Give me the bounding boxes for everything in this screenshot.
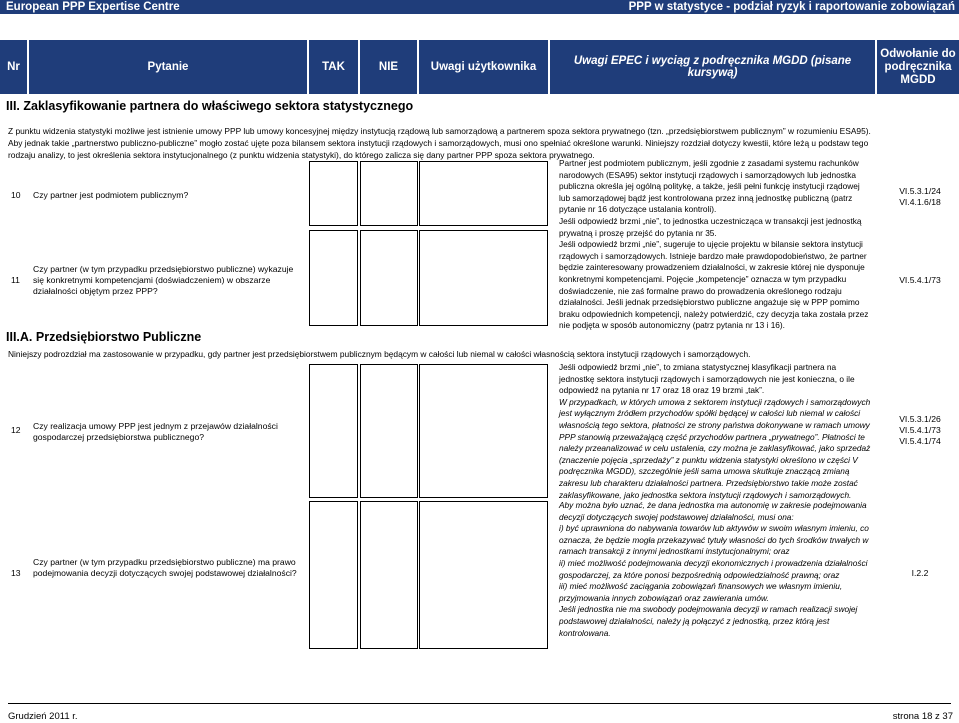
note-paragraph: iii) mieć możliwość zaciągania zobowiązań finansowych we własnym imieniu, przyjmowania innych zobowiązań oraz zawierania umów. xyxy=(559,581,843,603)
footer-page-number: strona 18 z 37 xyxy=(892,711,953,722)
intro-line: Aby jednak takie „partnerstwo publiczno-publiczne” mogło zostać ujęte poza bilansem sektora instytucji rządowych i samorządowych, musi ono spełniać określone warunki. Niniejszy rozdział dotyczy kwestii, które leżą u podstaw tego xyxy=(8,138,869,148)
row-number: 13 xyxy=(11,568,21,578)
header-uwagi-uzytkownika: Uwagi użytkownika xyxy=(419,40,548,94)
note-paragraph: Aby można było uznać, że dana jednostka ma autonomię w zakresie podejmowania decyzji dotyczących swojej podstawowej działalności, musi ona: xyxy=(559,500,867,522)
header-odwolanie: Odwołanie do podręcznika MGDD xyxy=(877,40,959,94)
footer-divider xyxy=(8,703,951,704)
top-bar xyxy=(0,0,959,14)
nie-answer-box[interactable] xyxy=(360,364,418,498)
user-comment-box[interactable] xyxy=(419,501,548,649)
header-tak: TAK xyxy=(309,40,358,94)
user-comment-box[interactable] xyxy=(419,161,548,226)
mgdd-reference xyxy=(882,275,958,286)
section-iii-title: III. Zaklasyfikowanie partnera do właściwego sektora statystycznego xyxy=(6,99,414,113)
section-iiia-intro: Niniejszy podrozdział ma zastosowanie w przypadku, gdy partner jest przedsiębiorstwem publicznym będącym w całości lub niemal w całości własnością sektora instytucji rządowych i samorządowych. xyxy=(8,349,751,359)
note-paragraph: Jeśli odpowiedź brzmi „nie”, to jednostka uczestnicząca w transakcji jest jednostką prywatną i proszę przejść do pytania nr 35. xyxy=(559,215,862,238)
document-title: European PPP Expertise Centre xyxy=(6,1,180,13)
row-number: 10 xyxy=(11,190,21,200)
footer-date: Grudzień 2011 r. xyxy=(8,711,78,722)
reference-line: I.2.2 xyxy=(911,568,929,578)
section-iii-intro xyxy=(8,125,953,161)
note-paragraph: i) być uprawniona do nabywania towarów lub aktywów w swoim własnym imieniu, co oznacza, że będzie mogła przekazywać tytuły własności do tych środków trwałych w ramach transakcji z innymi jednostkami instytucjonalnymi; oraz xyxy=(559,523,869,557)
note-paragraph: Partner jest podmiotem publicznym, jeśli zgodnie z zasadami systemu rachunków narodowych (ESA95) sektor instytucji rządowych i samorządowych lub jednostka publiczna określa jej ogólną politykę, a także, jeśli pełni funkcję instytucji rządowej lub samorządowej bądź jest kontrolowana przez inną jednostkę publiczną (patrz pytanie nr 16 dotyczące ustalania kontroli). xyxy=(559,158,860,215)
row-number: 11 xyxy=(11,275,20,285)
document-subtitle: PPP w statystyce - podział ryzyk i raportowanie zobowiązań xyxy=(628,1,955,13)
question-text: Czy partner (w tym przypadku przedsiębiorstwo publiczne) wykazuje się konkretnymi kompetencjami (doświadczeniem) w obszarze działalności objętym przez PPP? xyxy=(33,264,294,296)
tak-answer-box[interactable] xyxy=(309,161,358,226)
epec-notes-12 xyxy=(559,362,871,501)
question-text: Czy partner jest podmiotem publicznym? xyxy=(33,190,189,200)
question-text: Czy realizacja umowy PPP jest jednym z przejawów działalności gospodarczej przedsiębiorstwa publicznego? xyxy=(33,421,278,442)
tak-answer-box[interactable] xyxy=(309,364,358,498)
reference-line: VI.5.3.1/26 xyxy=(899,414,941,424)
reference-line: VI.4.1.6/18 xyxy=(899,197,941,207)
epec-notes-10-11 xyxy=(559,158,869,332)
section-iiia-title: III.A. Przedsiębiorstwo Publiczne xyxy=(6,330,202,344)
mgdd-reference xyxy=(882,414,958,447)
header-nie: NIE xyxy=(360,40,417,94)
note-paragraph: W przypadkach, w których umowa z sektorem instytucji rządowych i samorządowych jest wyłącznym źródłem przychodów spółki będącej w całości lub niemal w całości własnością tego sektora, płatności ze strony państwa dokonywane w ramach umowy PPP stanowią przeważającą część przychodów partnera „prywatnego”. Płatności te należy przeanalizować w celu ustalenia, czy można je zaklasyfikować, jako sprzedaż (znaczenie pojęcia „sprzedaży” z punktu widzenia statystyki określono w części V podręcznika MGDD), szczególnie jeśli sama umowa skutkuje znaczącą zmianą zakresu lub charakteru działalności partnera. Przedsiębiorstwo takie może zostać zaklasyfikowane, jako jednostka sektora instytucji rządowych i samorządowych. xyxy=(559,396,871,500)
reference-line: VI.5.4.1/73 xyxy=(899,275,941,285)
header-nr: Nr xyxy=(0,40,27,94)
header-pytanie: Pytanie xyxy=(29,40,307,94)
nie-answer-box[interactable] xyxy=(360,161,418,226)
tak-answer-box[interactable] xyxy=(309,501,358,649)
note-paragraph: ii) mieć możliwość podejmowania decyzji ekonomicznych i prowadzenia działalności gospodarczej, za które ponosi bezpośrednią odpowiedzialność prawną; oraz xyxy=(559,557,868,580)
nie-answer-box[interactable] xyxy=(360,230,418,326)
note-paragraph: Jeśli odpowiedź brzmi „nie”, sugeruje to ujęcie projektu w bilansie sektora instytucji rządowych i samorządowych. Istnieje bardzo małe prawdopodobieństwo, że partner będzie zainteresowany prowadzeniem działalności, w zakresie której nie dysponuje konkretnymi kompetencjami. Pojęcie „kompetencje” oznacza w tym przypadku doświadczenie, nie zaś formalne prawo do prowadzenia określonego rodzaju działalności. Jeśli jednak przedsiębiorstwo publiczne angażuje się w PPP pomimo braku odpowiednich kompetencji, należy potwierdzić, czy decyzja taka została przez nie podjęta w sposób autonomiczny (patrz pytania nr 13 i 16). xyxy=(559,239,869,331)
intro-line: rodzaju analizy, to jest określenia sektora instytucjonalnego (z punktu widzenia statystyki), do którego zalicza się dany partner PPP spoza sektora prywatnego. xyxy=(8,150,595,160)
user-comment-box[interactable] xyxy=(419,230,548,326)
header-uwagi-epec: Uwagi EPEC i wyciąg z podręcznika MGDD (pisane kursywą) xyxy=(550,40,875,94)
row-number: 12 xyxy=(11,425,21,435)
reference-line: VI.5.4.1/73 xyxy=(899,425,941,435)
nie-answer-box[interactable] xyxy=(360,501,418,649)
intro-line: Z punktu widzenia statystyki możliwe jest istnienie umowy PPP lub umowy koncesyjnej między instytucją rządową lub samorządową a partnerem spoza sektora prywatnego (tzn. „przedsiębiorstwem publicznym” w rozumieniu ESA95). xyxy=(8,126,871,136)
reference-line: VI.5.3.1/24 xyxy=(899,186,941,196)
reference-line: VI.5.4.1/74 xyxy=(899,436,941,446)
question-text: Czy partner (w tym przypadku przedsiębiorstwo publiczne) ma prawo podejmowania decyzji dotyczących swojej podstawowej działalności? xyxy=(33,557,297,578)
mgdd-reference xyxy=(882,186,958,208)
tak-answer-box[interactable] xyxy=(309,230,358,326)
mgdd-reference xyxy=(882,568,958,579)
user-comment-box[interactable] xyxy=(419,364,548,498)
epec-notes-13 xyxy=(559,500,871,639)
note-paragraph: Jeśli odpowiedź brzmi „nie”, to zmiana statystycznej klasyfikacji partnera na jednostkę sektora instytucji rządowych i samorządowych nie jest konieczna, o ile odpowiedź na pytania nr 17 oraz 18 oraz 19 brzmi „tak”. xyxy=(559,362,855,396)
note-paragraph: Jeśli jednostka nie ma swobody podejmowania decyzji w ramach realizacji swojej podstawowej działalności, należy ją połączyć z jednostką, przez którą jest kontrolowana. xyxy=(559,604,858,638)
